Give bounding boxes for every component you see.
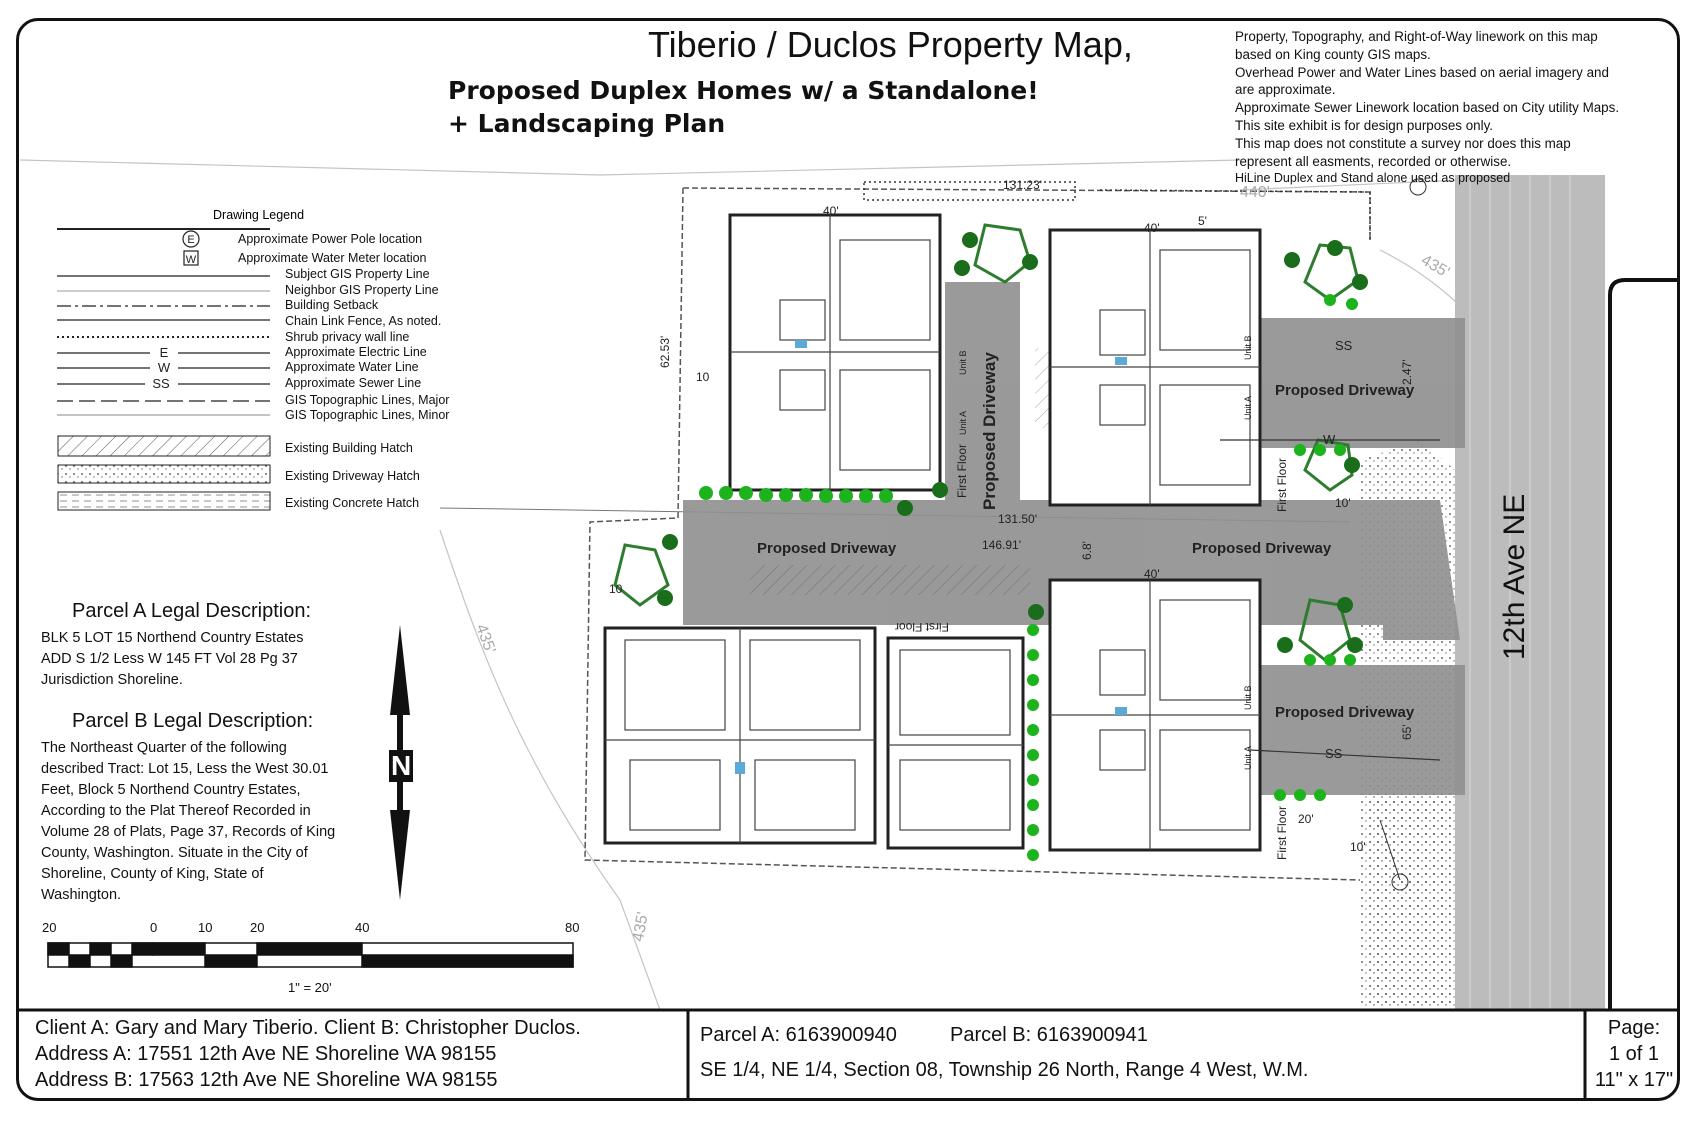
legend-item: GIS Topographic Lines, Minor [285, 408, 450, 422]
topo-label: 440' [1240, 184, 1270, 201]
legend-item: Approximate Electric Line [285, 345, 427, 359]
water-label: W [1323, 432, 1336, 447]
parcel-b-line: Washington. [41, 887, 122, 903]
parcel-b-line: According to the Plat Thereof Recorded in [41, 803, 311, 819]
clients-text: Client A: Gary and Mary Tiberio. Client B: Christopher Duclos. [35, 1017, 581, 1039]
dimension-label: 40' [1144, 221, 1160, 235]
subtitle-line-2: + Landscaping Plan [448, 109, 726, 138]
topo-label: 435' [472, 621, 499, 656]
legend-item: Subject GIS Property Line [285, 267, 430, 281]
parcel-a-line: Jurisdiction Shoreline. [41, 672, 183, 688]
unit-label: Unit A [958, 410, 968, 435]
parcel-b-line: Volume 28 of Plats, Page 37, Records of King [41, 824, 336, 840]
sheet-size: 11" x 17" [1594, 1069, 1674, 1091]
dimension-label: 146.91' [982, 538, 1021, 552]
parcel-b-line: The Northeast Quarter of the following [41, 740, 287, 756]
note-line: are approximate. [1235, 82, 1336, 98]
note-line: This map does not constitute a survey nor does this map [1235, 135, 1571, 151]
map-subtitle [448, 74, 1039, 140]
dimension-label: 65' [1400, 724, 1414, 740]
legend-item: Chain Link Fence, As noted. [285, 314, 442, 328]
subtitle-line-1: Proposed Duplex Homes w/ a Standalone! [448, 76, 1039, 105]
legend-item: GIS Topographic Lines, Major [285, 393, 450, 407]
first-floor-label: First Floor [1275, 806, 1289, 860]
legend-item: Building Setback [285, 298, 379, 312]
note-line: This site exhibit is for design purposes only. [1235, 117, 1494, 133]
driveway-label: Proposed Driveway [757, 540, 897, 557]
scale-tick: 80 [565, 920, 580, 935]
page-number: 1 of 1 [1608, 1043, 1660, 1065]
dimension-label: 10 [696, 370, 710, 384]
legend-w-line-symbol: W [157, 360, 171, 375]
first-floor-label: First Floor [1275, 458, 1289, 512]
driveway-label: Proposed Driveway [1275, 704, 1415, 721]
note-line: HiLine Duplex and Stand alone used as proposed [1235, 171, 1511, 186]
unit-label: Unit B [1243, 685, 1253, 710]
parcel-a-number: Parcel A: 6163900940 [700, 1024, 897, 1046]
dimension-label: 10' [1335, 496, 1351, 510]
parcel-b-line: County, Washington. Situate in the City of [41, 845, 308, 861]
parcel-b-heading: Parcel B Legal Description: [72, 710, 314, 732]
parcel-a-line: BLK 5 LOT 15 Northend Country Estates [41, 630, 304, 646]
parcel-b-description [41, 738, 335, 906]
legend-item: Approximate Sewer Line [285, 376, 422, 390]
dimension-label: 40' [823, 204, 839, 218]
legend-w-symbol: W [185, 254, 197, 266]
note-line: represent all easments, recorded or otherwise. [1235, 153, 1512, 169]
page-label: Page: [1607, 1017, 1661, 1039]
legend-item: Approximate Water Line [285, 360, 419, 374]
sewer-label: SS [1325, 746, 1343, 761]
first-floor-label: First Floor [895, 620, 949, 634]
legend-item: Neighbor GIS Property Line [285, 283, 439, 297]
dimension-label: 2.47' [1400, 359, 1414, 385]
legend-item: Approximate Power Pole location [238, 232, 423, 246]
parcel-a-line: ADD S 1/2 Less W 145 FT Vol 28 Pg 37 [41, 651, 298, 667]
scale-tick: 20 [42, 920, 57, 935]
legend-item: Approximate Water Meter location [238, 251, 427, 265]
north-label: N [391, 750, 412, 781]
legend-title: Drawing Legend [213, 208, 305, 222]
topo-label: 435' [1417, 251, 1453, 282]
dimension-label: 20' [1298, 812, 1314, 826]
dimension-label: 131.23' [1003, 178, 1042, 192]
unit-label: Unit B [1243, 335, 1253, 360]
scale-tick: 10 [198, 920, 213, 935]
note-line: based on King county GIS maps. [1235, 46, 1431, 62]
dimension-label: 5' [1198, 214, 1207, 228]
parcel-a-description [41, 628, 304, 691]
sewer-label: SS [1335, 338, 1353, 353]
unit-label: Unit B [958, 350, 968, 375]
legend-e-symbol: E [187, 234, 195, 246]
dimension-label: 10 [609, 582, 623, 596]
note-line: Property, Topography, and Right-of-Way linework on this map [1235, 29, 1598, 44]
parcel-b-number: Parcel B: 6163900941 [950, 1024, 1148, 1046]
legend-ss-line-symbol: SS [152, 376, 170, 391]
unit-label: Unit A [1243, 745, 1253, 770]
driveway-label: Proposed Driveway [1275, 382, 1415, 399]
topo-label: 435' [630, 910, 652, 943]
street-label: 12th Ave NE [1498, 493, 1531, 660]
address-b-text: Address B: 17563 12th Ave NE Shoreline WA 98155 [35, 1069, 498, 1091]
section-text: SE 1/4, NE 1/4, Section 08, Township 26 North, Range 4 West, W.M. [700, 1059, 1309, 1081]
parcel-a-heading: Parcel A Legal Description: [72, 600, 312, 622]
disclaimer-notes [1235, 28, 1665, 188]
driveway-label: Proposed Driveway [980, 352, 999, 510]
parcel-b-line: Shoreline, County of King, State of [41, 866, 264, 882]
driveway-label: Proposed Driveway [1192, 540, 1332, 557]
note-line: Overhead Power and Water Lines based on aerial imagery and [1235, 64, 1609, 80]
legend-item: Existing Concrete Hatch [285, 496, 420, 510]
dimension-label: 62.53' [658, 335, 672, 368]
dimension-label: 131.50' [998, 512, 1037, 526]
dimension-label: 6.8' [1080, 541, 1094, 560]
legend-item: Shrub privacy wall line [285, 330, 410, 344]
scale-bar [48, 943, 573, 967]
legend-item: Existing Building Hatch [285, 441, 413, 455]
first-floor-label: First Floor [955, 444, 969, 498]
scale-tick: 40 [355, 920, 370, 935]
dimension-label: 10' [1350, 840, 1366, 854]
scale-caption: 1" = 20' [288, 980, 332, 995]
legend-e-line-symbol: E [159, 345, 169, 360]
address-a-text: Address A: 17551 12th Ave NE Shoreline WA 98155 [35, 1043, 497, 1065]
scale-tick: 20 [250, 920, 265, 935]
scale-tick: 0 [150, 920, 158, 935]
map-title: Tiberio / Duclos Property Map, [648, 24, 1133, 65]
parcel-b-line: described Tract: Lot 15, Less the West 30.01 [41, 761, 329, 777]
parcel-b-line: Feet, Block 5 Northend Country Estates, [41, 782, 301, 798]
dimension-label: 40' [1144, 567, 1160, 581]
note-line: Approximate Sewer Linework location based on City utility Maps. [1235, 100, 1620, 116]
unit-label: Unit A [1243, 395, 1253, 420]
legend-item: Existing Driveway Hatch [285, 469, 420, 483]
